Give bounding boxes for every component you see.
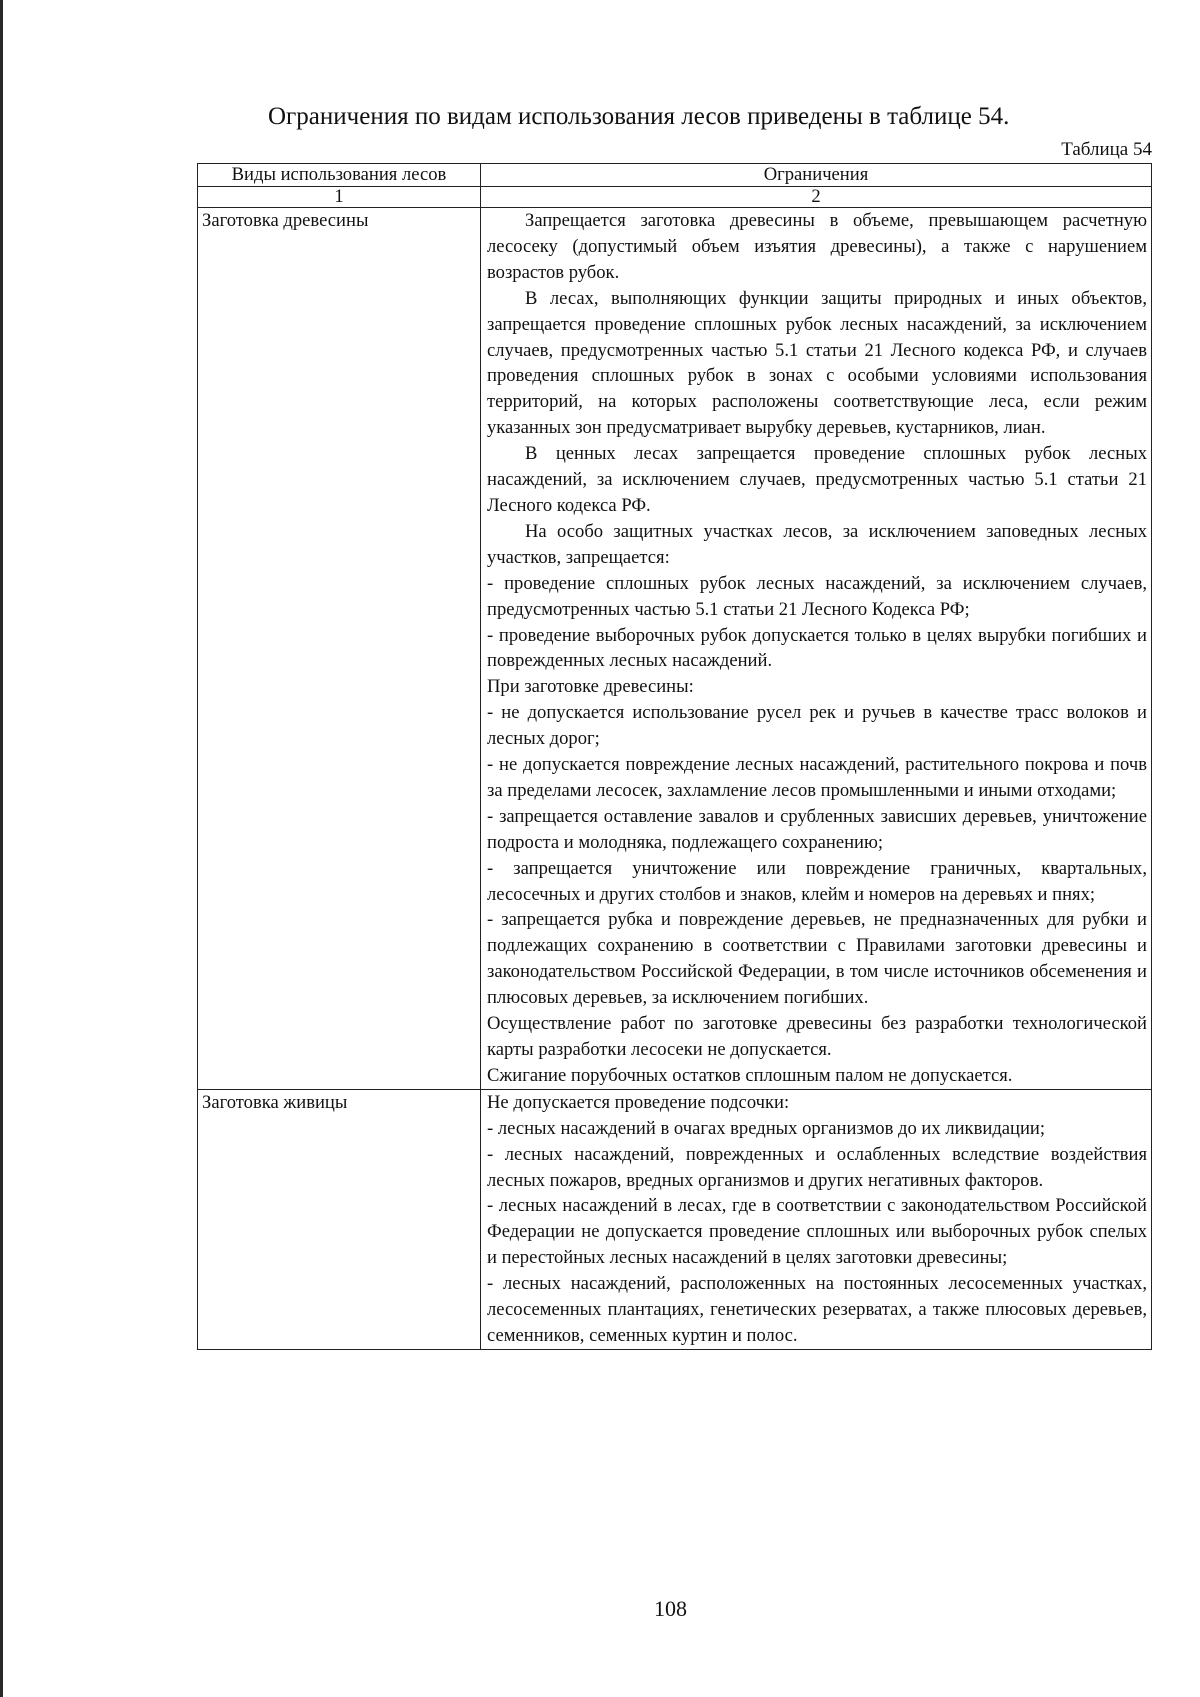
restriction-paragraph: - запрещается рубка и повреждение деревьев, не предназначенных для рубки и подлежащих сохранению в соответствии с Правилами заготовки древесины и законодательством Российской Федерации, в том числе источников обсеменения и плюсовых деревьев, за исключением погибших. [487, 909, 1147, 1009]
restriction-paragraph: - лесных насаждений, расположенных на постоянных лесосеменных участках, лесосеменных плантациях, генетических резерватах, а также плюсовых деревьев, семенников, семенных куртин и полос. [487, 1273, 1147, 1346]
restriction-paragraph: При заготовке древесины: [487, 676, 694, 698]
restriction-paragraph: - проведение выборочных рубок допускается только в целях вырубки погибших и поврежденных лесных насаждений. [487, 624, 1147, 672]
use-type-cell: Заготовка древесины [198, 208, 481, 1090]
restriction-paragraph: Сжигание порубочных остатков сплошным палом не допускается. [487, 1064, 1013, 1086]
header-cell-use-type: Виды использования лесов [198, 164, 481, 187]
column-number-row [198, 187, 1152, 208]
restriction-paragraph: Не допускается проведение подсочки: [487, 1091, 790, 1113]
restriction-paragraph: В ценных лесах запрещается проведение сплошных рубок лесных насаждений, за исключением случаев, предусмотренных частью 5.1 статьи 21 Лесного кодекса РФ. [487, 443, 1147, 516]
column-number-1: 1 [198, 187, 481, 208]
table-caption: Таблица 54 [1061, 139, 1152, 160]
use-type-cell: Заготовка живицы [198, 1089, 481, 1349]
restriction-paragraph: - лесных насаждений в лесах, где в соответствии с законодательством Российской Федерации не допускается проведение сплошных или выборочных рубок спелых и перестойных лесных насаждений в целях заготовки древесины; [487, 1195, 1147, 1269]
page-number: 108 [654, 1596, 687, 1621]
restriction-paragraph: - лесных насаждений, поврежденных и ослабленных вследствие воздействия лесных пожаров, вредных организмов и других негативных факторов. [487, 1143, 1147, 1191]
intro-text: Ограничения по видам использования лесов приведены в таблице 54. [268, 103, 1010, 130]
restrictions-cell [481, 1089, 1152, 1349]
restriction-paragraph: - запрещается уничтожение или повреждение граничных, квартальных, лесосечных и других столбов и знаков, клейм и номеров на деревьях и пнях; [487, 857, 1147, 905]
restriction-paragraph: Осуществление работ по заготовке древесины без разработки технологической карты разработки лесосеки не допускается. [487, 1013, 1147, 1060]
table-row [198, 1089, 1152, 1349]
restriction-paragraph: На особо защитных участках лесов, за исключением заповедных лесных участков, запрещается: [487, 520, 1147, 568]
header-cell-restrictions: Ограничения [481, 164, 1152, 187]
restrictions-table [197, 163, 1152, 1350]
restriction-paragraph: - не допускается повреждение лесных насаждений, растительного покрова и почв за пределами лесосек, захламление лесов промышленными и иными отходами; [487, 754, 1147, 801]
restriction-paragraph: - запрещается оставление завалов и срубленных зависших деревьев, уничтожение подроста и молодняка, подлежащего сохранению; [487, 805, 1147, 853]
restriction-paragraph: Запрещается заготовка древесины в объеме, превышающем расчетную лесосеку (допустимый объем изъятия древесины), а также с нарушением возрастов рубок. [487, 210, 1147, 283]
scan-edge-line [0, 0, 3, 1697]
restriction-paragraph: - проведение сплошных рубок лесных насаждений, за исключением случаев, предусмотренных частью 5.1 статьи 21 Лесного Кодекса РФ; [487, 572, 1147, 620]
table-row [198, 208, 1152, 1090]
restriction-paragraph: - не допускается использование русел рек и ручьев в качестве трасс волоков и лесных дорог; [487, 702, 1147, 750]
restriction-paragraph: - лесных насаждений в очагах вредных организмов до их ликвидации; [487, 1117, 1046, 1139]
restriction-paragraph: В лесах, выполняющих функции защиты природных и иных объектов, запрещается проведение сплошных рубок лесных насаждений, за исключением случаев, предусмотренных частью 5.1 статьи 21 Лесного кодекса РФ, и случаев проведения сплошных рубок в зонах с особыми условиями использования территорий, на которых расположены соответствующие леса, если режим указанных зон предусматривает вырубку деревьев, кустарников, лиан. [487, 287, 1147, 439]
table-header-row [198, 164, 1152, 187]
column-number-2: 2 [481, 187, 1152, 208]
restrictions-cell [481, 208, 1152, 1090]
